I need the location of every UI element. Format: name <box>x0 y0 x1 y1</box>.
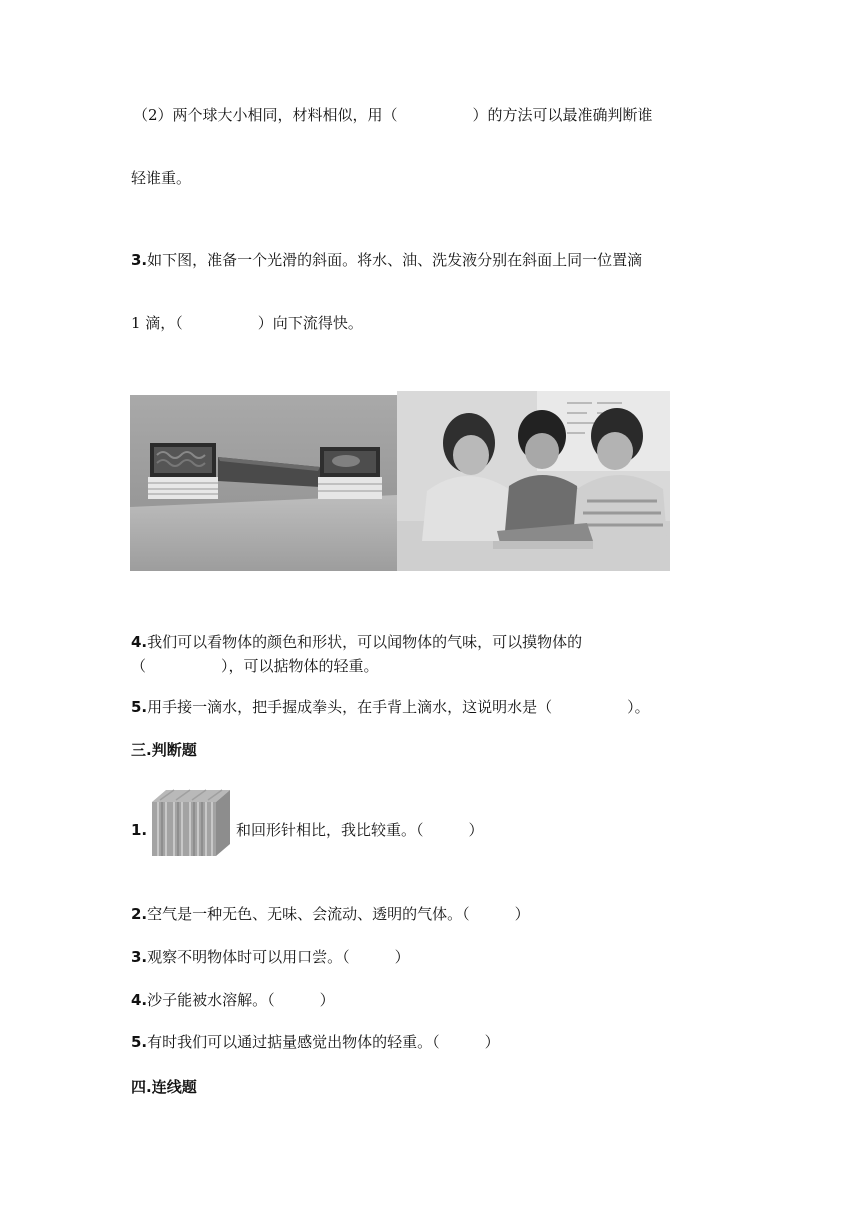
q3-text-1: 如下图，准备一个光滑的斜面。将水、油、洗发液分别在斜面上同一位置滴 <box>147 251 643 269</box>
q3-line2: 1 滴，（ ）向下流得快。 <box>131 314 363 332</box>
judge-item-2-number: 2. <box>131 905 148 923</box>
q3-line1 <box>131 250 642 270</box>
judge-item-4-number: 4. <box>131 991 148 1009</box>
children-experiment-photo <box>397 391 670 571</box>
judge-item-1-text: 和回形针相比，我比较重。（ ） <box>236 821 484 839</box>
q5-number: 5. <box>131 698 148 716</box>
section3-title: 三.判断题 <box>131 741 197 759</box>
judge-item-1-number: 1. <box>131 821 148 839</box>
q4-line2: （ ），可以掂物体的轻重。 <box>131 657 379 675</box>
judge-item-4-text: 沙子能被水溶解。（ ） <box>147 991 335 1009</box>
judge-item-5 <box>131 1032 500 1052</box>
q4-text-1: 我们可以看物体的颜色和形状，可以闻物体的气味，可以摸物体的 <box>147 633 583 651</box>
judge-item-3-number: 3. <box>131 948 148 966</box>
judge-item-3-text: 观察不明物体时可以用口尝。（ ） <box>147 948 410 966</box>
judge-item-4 <box>131 990 335 1010</box>
judge-item-2-text: 空气是一种无色、无味、会流动、透明的气体。（ ） <box>147 905 530 923</box>
ramp-books-photo <box>130 395 397 571</box>
q3-number: 3. <box>131 251 148 269</box>
judge-item-2 <box>131 904 530 924</box>
judge-item-5-text: 有时我们可以通过掂量感觉出物体的轻重。（ ） <box>147 1033 500 1051</box>
section4-title: 四.连线题 <box>131 1078 197 1096</box>
judge-item-1 <box>131 820 147 840</box>
q2-sub2-line2: 轻谁重。 <box>131 169 192 187</box>
q4-number: 4. <box>131 633 148 651</box>
q5-line <box>131 697 650 717</box>
wood-block-image <box>150 788 232 858</box>
q4-line1 <box>131 632 582 652</box>
judge-item-3 <box>131 947 410 967</box>
q5-text: 用手接一滴水，把手握成拳头，在手背上滴水，这说明水是（ ）。 <box>147 698 650 716</box>
q2-sub2-line1: （2）两个球大小相同，材料相似，用（ ）的方法可以最准确判断谁 <box>133 106 653 124</box>
judge-item-5-number: 5. <box>131 1033 148 1051</box>
